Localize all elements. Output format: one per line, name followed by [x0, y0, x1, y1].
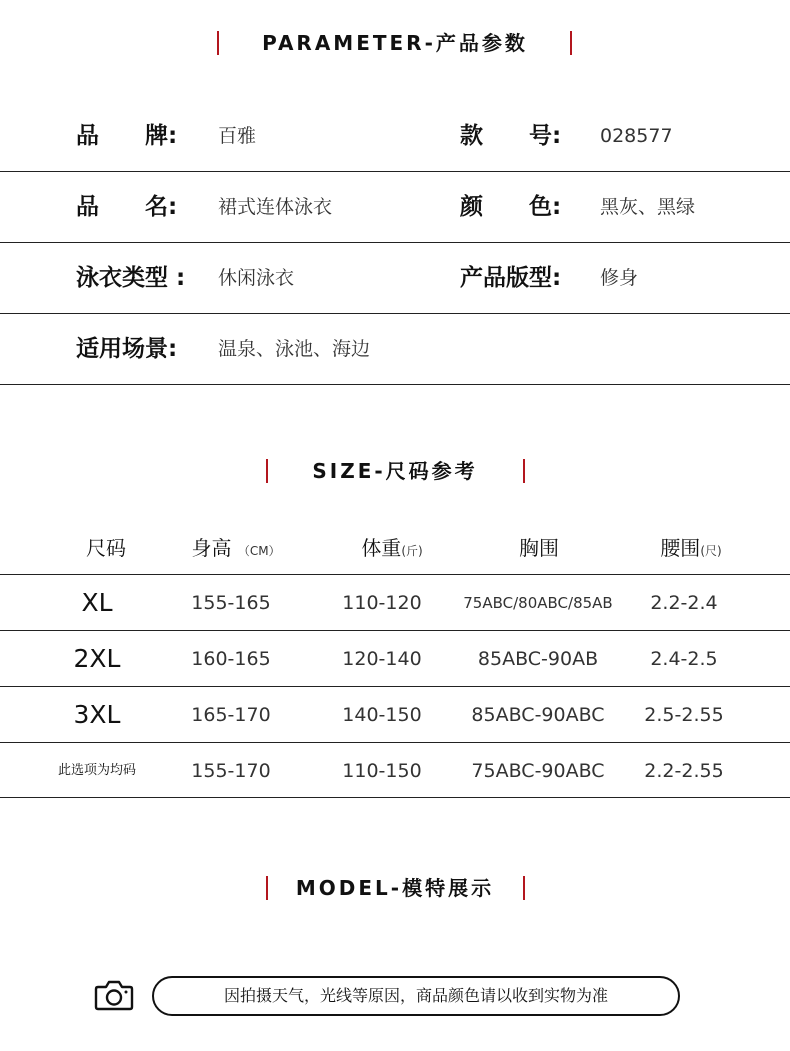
- fit-value: 修身: [600, 267, 639, 289]
- use-scene-value: 温泉、泳池、海边: [218, 338, 371, 360]
- size-title-text: SIZE-尺码参考: [312, 459, 478, 483]
- brand-value: 百雅: [218, 125, 257, 147]
- parameter-title-text: PARAMETER-产品参数: [262, 31, 528, 55]
- title-left-bar: [266, 876, 268, 900]
- camera-icon: [94, 979, 134, 1011]
- size-section-title: [0, 459, 790, 483]
- cell-waist: 2.5-2.55: [644, 704, 724, 726]
- cell-size: 3XL: [73, 700, 121, 729]
- cell-height: 155-165: [191, 592, 271, 614]
- header-waist: 腰围(尺): [660, 536, 722, 560]
- cell-bust: 75ABC/80ABC/85AB: [463, 594, 613, 612]
- cell-weight: 120-140: [342, 648, 422, 670]
- title-right-bar: [523, 459, 525, 483]
- cell-height: 160-165: [191, 648, 271, 670]
- model-number-value: 028577: [600, 125, 673, 147]
- size-table-header: [0, 530, 790, 574]
- cell-bust: 75ABC-90ABC: [471, 760, 605, 782]
- table-row: [0, 686, 790, 742]
- title-right-bar: [523, 876, 525, 900]
- cell-weight: 110-150: [342, 760, 422, 782]
- model-section-title: [0, 876, 790, 900]
- swimwear-type-value: 休闲泳衣: [218, 267, 295, 289]
- header-bust: 胸围: [519, 536, 559, 560]
- table-row: [0, 630, 790, 686]
- title-right-bar: [570, 31, 572, 55]
- cell-bust: 85ABC-90ABC: [471, 704, 605, 726]
- header-height: 身高 （CM）: [191, 536, 281, 560]
- cell-size: 2XL: [73, 644, 121, 673]
- cell-waist: 2.2-2.4: [650, 592, 718, 614]
- param-row-scene: [0, 314, 790, 385]
- notice-text: 因拍摄天气，光线等原因，商品颜色请以收到实物为准: [223, 986, 608, 1005]
- product-name-label: 品 名:: [76, 194, 178, 220]
- cell-weight: 140-150: [342, 704, 422, 726]
- cell-height: 155-170: [191, 760, 271, 782]
- product-name-value: 裙式连体泳衣: [218, 196, 333, 218]
- cell-size: 此选项为均码: [57, 763, 136, 778]
- cell-bust: 85ABC-90AB: [477, 648, 599, 670]
- color-label: 颜 色:: [460, 194, 562, 220]
- param-row-name: [0, 172, 790, 243]
- table-row: [0, 742, 790, 798]
- color-value: 黑灰、黑绿: [600, 196, 696, 218]
- title-left-bar: [217, 31, 219, 55]
- cell-height: 165-170: [191, 704, 271, 726]
- color-disclaimer-notice: [152, 976, 680, 1016]
- param-row-brand: [0, 101, 790, 172]
- swimwear-type-label: 泳衣类型 :: [76, 265, 186, 291]
- cell-waist: 2.2-2.55: [644, 760, 724, 782]
- model-title-text: MODEL-模特展示: [295, 876, 495, 900]
- parameter-section-title: [0, 31, 790, 55]
- fit-label: 产品版型:: [460, 265, 562, 291]
- header-weight: 体重(斤): [361, 536, 423, 560]
- param-row-type: [0, 243, 790, 314]
- use-scene-label: 适用场景:: [76, 336, 178, 362]
- model-number-label: 款 号:: [460, 123, 562, 149]
- cell-weight: 110-120: [342, 592, 422, 614]
- brand-label: 品 牌:: [76, 123, 178, 149]
- title-left-bar: [266, 459, 268, 483]
- cell-waist: 2.4-2.5: [650, 648, 718, 670]
- header-size: 尺码: [86, 536, 126, 560]
- cell-size: XL: [81, 588, 113, 617]
- table-row: [0, 574, 790, 630]
